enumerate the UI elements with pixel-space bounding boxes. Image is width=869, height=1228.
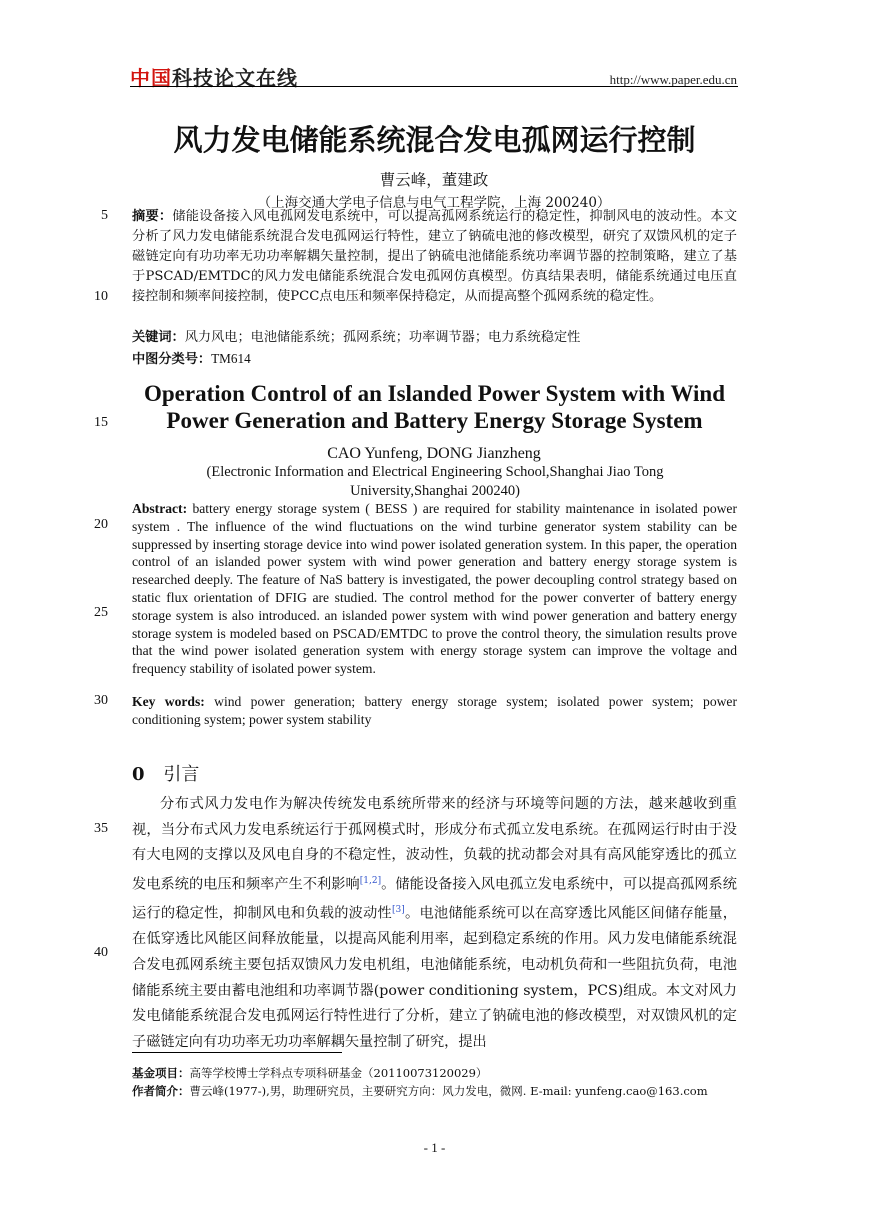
fund-label: 基金项目： [132,1066,190,1080]
keywords-en-label: Key words: [132,694,205,709]
logo-part1: 中国 [130,66,172,90]
citation-link[interactable]: [1,2] [359,875,382,886]
keywords-en-text: wind power generation; battery energy storage system; isolated power system; power conditioning system; power system stability [132,694,737,727]
line-number: 10 [94,289,108,304]
line-number: 25 [94,605,108,620]
clc-label: 中图分类号： [132,352,212,367]
line-number: 15 [94,415,108,430]
affiliation-cn: （上海交通大学电子信息与电气工程学院，上海 200240） [257,195,611,211]
abstract-en-text: battery energy storage system ( BESS ) are required for stability maintenance in isolated power system . The influence of the wind fluctuations on the wind turbine generator system stability can be suppressed by inserting storage device into wind power isolated generation system. In this paper, the operation control of an islanded power system with wind power generation and battery energy storage system is researched deeply. The feature of NaS battery is investigated, the power decoupling control strategy based on static flux orientation of DFIG are studied. The control method for the power converter of battery energy storage system is also introduced. an islanded power system with wind power generation and battery energy storage system is modeled based on PSCAD/EMTDC to prove the control theory, the simulation results prove that the wind power isolated generation system with energy storage system can improve the voltage and frequency stability of isolated power system. [132,501,737,677]
fund-text: 高等学校博士学科点专项科研基金（20110073120029） [189,1066,488,1080]
citation-link[interactable]: [3] [392,905,405,916]
logo-part2: 科技论文在线 [172,66,298,90]
abstract-en [132,500,737,678]
footnote-rule [132,1052,342,1053]
body-text-2: 。储能设备接入风电孤立发电系统中，可以提高孤网系统运行的稳定性，抑制风电和负载的波动性 [132,876,737,922]
header-rule [130,86,738,87]
abstract-cn [132,207,737,307]
authors-cn: 曹云峰，董建政 [379,171,489,189]
header-url[interactable]: http://www.paper.edu.cn [609,72,737,87]
section-title: 引言 [163,764,200,785]
line-number: 5 [101,208,108,223]
page-number: - 1 - [423,1140,446,1155]
section-body [132,792,737,1055]
abstract-cn-label: 摘要： [132,209,173,224]
footnote-fund [132,1064,742,1082]
author-info-text: 曹云峰(1977-),男，助理研究员，主要研究方向：风力发电，微网. E-mail: yunfeng.cao@163.com [189,1084,708,1098]
paper-title-en [0,380,869,434]
keywords-en [132,693,737,729]
keywords-cn [132,328,737,348]
keywords-cn-text: 风力风电；电池储能系统；孤网系统；功率调节器；电力系统稳定性 [184,330,581,345]
authors-en: CAO Yunfeng, DONG Jianzheng [327,445,541,462]
paper-title-en-text: Operation Control of an Islanded Power System with Wind Power Generation and Battery Energy Storage System [143,381,726,433]
body-text-1: 分布式风力发电作为解决传统发电系统所带来的经济与环境等问题的方法，越来越收到重视，当分布式风力发电系统运行于孤网模式时，形成分布式孤立发电系统。在孤网运行时由于没有大电网的支撑以及风电自身的不稳定性，波动性，负载的扰动都会对具有高风能穿透比的孤立发电系统的电压和频率产生不利影响 [132,796,737,893]
line-number: 40 [94,945,108,960]
paper-title-cn: 风力发电储能系统混合发电孤网运行控制 [173,123,696,157]
keywords-cn-label: 关键词： [132,330,185,345]
clc-number [132,349,737,370]
author-info-label: 作者简介： [132,1084,190,1098]
line-number: 30 [94,693,108,708]
affiliation-en: (Electronic Information and Electrical Engineering School,Shanghai Jiao Tong University,Shanghai 200240) [206,464,664,499]
section-heading [132,760,199,786]
clc-text: TM614 [211,351,251,366]
abstract-en-label: Abstract: [132,501,188,516]
body-text-3: 。电池储能系统可以在高穿透比风能区间储存能量，在低穿透比风能区间释放能量，以提高风能利用率，起到稳定系统的作用。风力发电储能系统混合发电孤网系统主要包括双馈风力发电机组，电池储能系统，电动机负荷和一些阻抗负荷，电池储能系统主要由蓄电池组和功率调节器(power conditioning system，PCS)组成。本文对风力发电储能系统混合发电孤网运行特性进行了分析，建立了钠硫电池的修改模型，对双馈风机的定子磁链定向有功功率无功功率解耦矢量控制了研究，提出 [132,905,737,1050]
line-number: 20 [94,517,108,532]
footnote-author [132,1082,742,1100]
abstract-cn-text: 储能设备接入风电孤网发电系统中，可以提高孤网系统运行的稳定性，抑制风电的波动性。本文分析了风力发电储能系统混合发电孤网运行特性，建立了钠硫电池的修改模型，研究了双馈风机的定子磁链定向有功功率无功功率解耦矢量控制，提出了钠硫电池储能系统功率调节器的控制策略，建立了基于PSCAD/EMTDC的风力发电储能系统混合发电孤网仿真模型。仿真结果表明，储能系统通过电压直接控制和频率间接控制，使PCC点电压和频率保持稳定，从而提高整个孤网系统的稳定性。 [132,209,738,304]
section-number: 0 [132,764,145,785]
line-number: 35 [94,821,108,836]
